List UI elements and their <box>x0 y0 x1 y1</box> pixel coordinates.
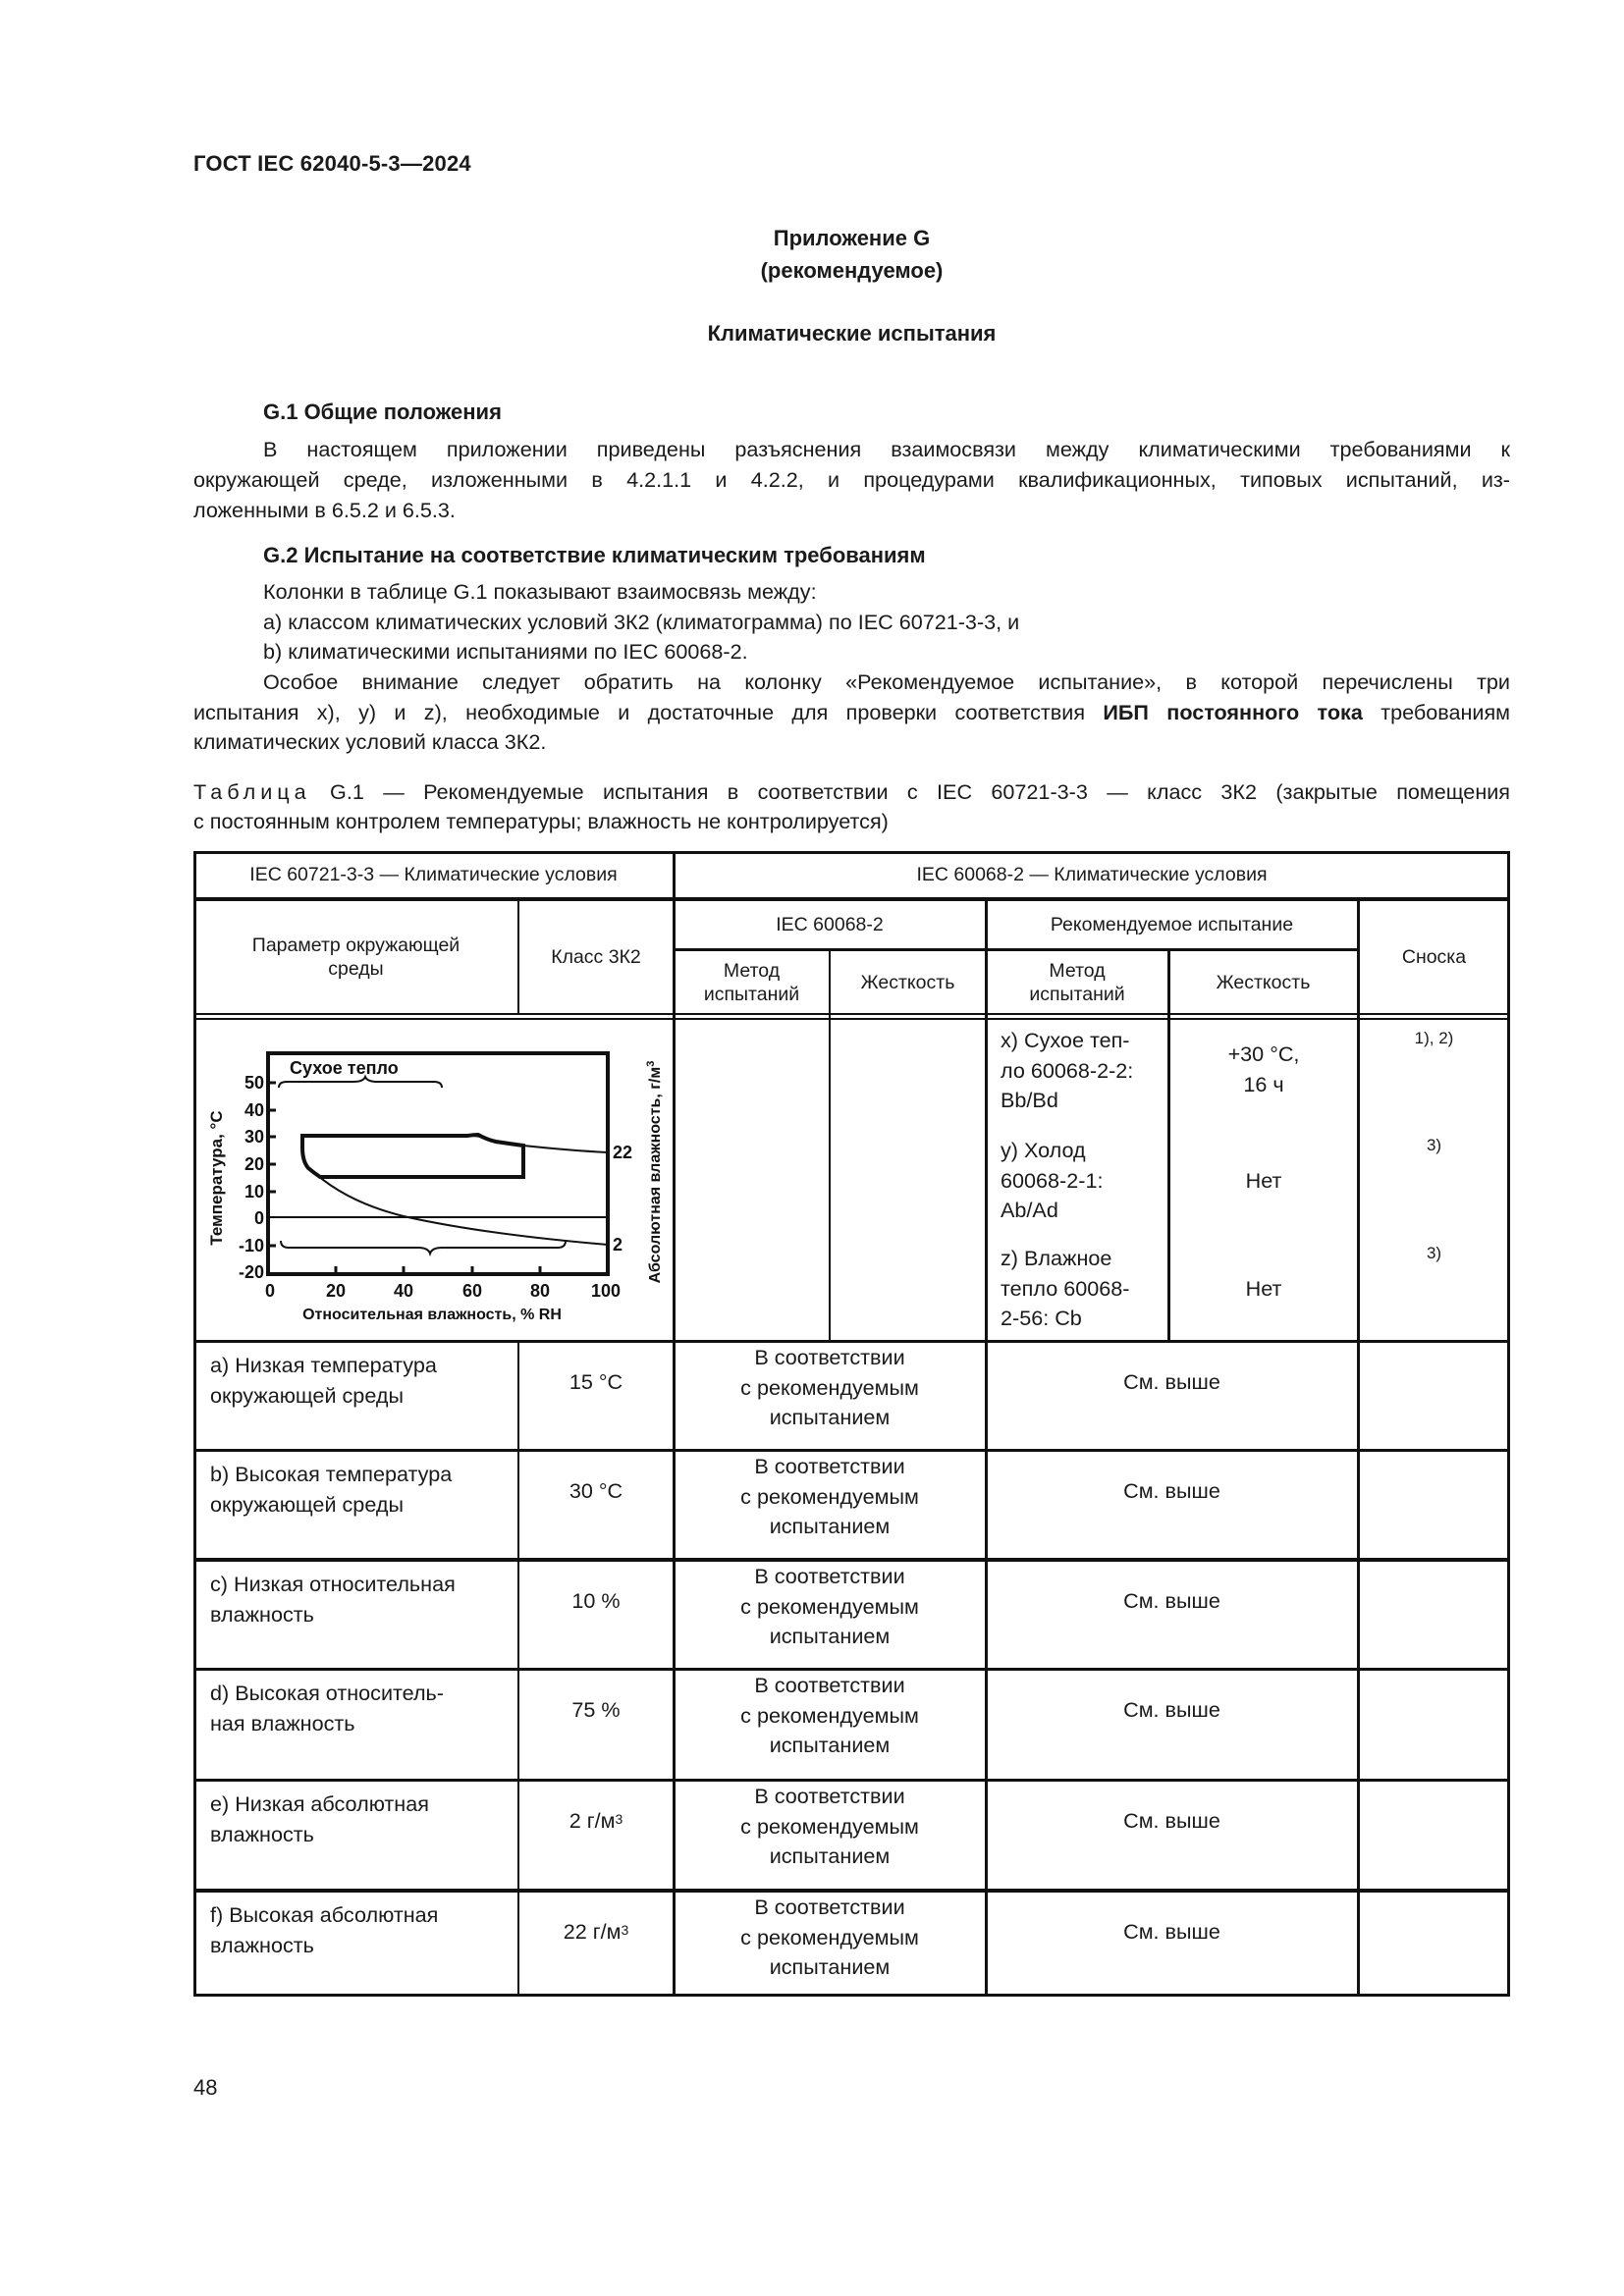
recommended-test-y-severity: Нет <box>1245 1168 1282 1193</box>
x-axis-label: Относительная влажность, % RH <box>302 1307 562 1323</box>
header-recommended: Рекомендуемое испытание <box>1050 914 1294 935</box>
svg-text:0: 0 <box>264 1281 276 1301</box>
text: Особое внимание следует обратить на колонку «Рекомендуемое испытание», в которой перечислены три <box>263 669 1510 694</box>
row-b-value <box>518 1452 674 1530</box>
svg-text:100: 100 <box>590 1281 622 1301</box>
svg-text:20: 20 <box>325 1281 347 1301</box>
text: c) Низкая относительная <box>210 1572 456 1596</box>
table-g1 <box>193 851 1510 1997</box>
section-g2-heading: G.2 Испытание на соответствие климатическим требованиям <box>263 543 926 567</box>
text: +30 °C, <box>1227 1041 1300 1066</box>
text: тепло 60068- <box>1001 1275 1130 1301</box>
row-c-recommended: См. выше <box>1123 1587 1220 1613</box>
recommended-test-x-method <box>1001 1026 1167 1116</box>
text: 10 % <box>571 1587 621 1613</box>
text: окружающей среды <box>210 1491 404 1517</box>
climatogram <box>196 1020 673 1340</box>
brace-dry-heat <box>279 1077 442 1088</box>
text: 2-56: Cb <box>1001 1306 1082 1331</box>
text: e) Низкая абсолютная <box>210 1791 429 1816</box>
x-tick-labels <box>265 1281 621 1301</box>
section-g2-note-line-2 <box>193 698 1510 728</box>
row-f-param <box>196 1893 518 1960</box>
text: В соответствии <box>754 1895 905 1919</box>
header-severity: Жесткость <box>860 971 955 993</box>
header-group-iec60721: IEC 60721-3-3 — Климатические условия <box>249 864 618 885</box>
header-method-recommended: Метод испытаний <box>1029 959 1125 1005</box>
caption-text: G.1 — Рекомендуемые испытания в соответствии с IEC 60721-3-3 — класс 3К2 (закрытые помещения <box>310 779 1510 804</box>
table-border-right <box>1507 851 1510 1997</box>
table-caption-line-1 <box>193 777 1510 807</box>
text: В соответствии <box>754 1454 905 1478</box>
text: с рекомендуемым <box>740 1374 919 1400</box>
section-g2-item-a: a) классом климатических условий 3К2 (климатограмма) по IEC 60721-3-3, и <box>263 610 1020 634</box>
text: y) Холод <box>1001 1138 1086 1162</box>
caption-label: Таблица <box>193 779 311 804</box>
text: влажность <box>210 1601 314 1627</box>
row-c-param <box>196 1562 518 1629</box>
text: Ab/Ad <box>1001 1198 1058 1223</box>
text: испытания x), y) и z), необходимые и достаточные для проверки соответствия <box>193 700 1104 724</box>
svg-text:40: 40 <box>244 1100 264 1120</box>
text: В настоящем приложении приведены разъяснения взаимосвязи между климатическими требованиями к <box>263 437 1510 461</box>
footnote-ref-z: 3) <box>1426 1244 1442 1262</box>
text: 22 г/м <box>563 1918 622 1944</box>
row-f-recommended: См. выше <box>1123 1918 1220 1944</box>
row-b-iec <box>674 1452 986 1542</box>
text: влажность <box>210 1821 314 1846</box>
row-a-iec <box>674 1343 986 1433</box>
text: требованиям <box>1362 700 1511 724</box>
text: В соответствии <box>754 1673 905 1697</box>
svg-text:0: 0 <box>253 1208 264 1228</box>
svg-text:10: 10 <box>244 1182 264 1201</box>
svg-text:40: 40 <box>393 1281 414 1301</box>
right-tick-2: 2 <box>613 1235 623 1255</box>
text: Bb/Bd <box>1001 1088 1058 1113</box>
recommended-test-x-severity <box>1170 1040 1357 1099</box>
section-g2-intro: Колонки в таблице G.1 показывают взаимосвязь между: <box>263 579 817 604</box>
row-e-iec <box>674 1782 986 1872</box>
recommended-test-y-method <box>1001 1136 1167 1226</box>
row-e-recommended: См. выше <box>1123 1807 1220 1833</box>
row-b-recommended: См. выше <box>1123 1477 1220 1503</box>
header-footnote: Сноска <box>1401 946 1467 968</box>
text: В соответствии <box>754 1784 905 1808</box>
text: d) Высокая относитель- <box>210 1681 444 1705</box>
text: влажность <box>210 1932 314 1957</box>
text: 30 °C <box>568 1477 623 1503</box>
text: с рекомендуемым <box>740 1593 919 1619</box>
row-b-param <box>196 1452 518 1520</box>
text: z) Влажное <box>1001 1246 1112 1270</box>
row-f-value: 22 г/м $^3$ <box>518 1893 674 1971</box>
y-axis-right-label: Абсолютная влажность, $г/м^3$ <box>645 1060 664 1284</box>
text: испытанием <box>769 1954 891 1980</box>
text: 60068-2-1: <box>1001 1167 1104 1193</box>
section-g2-note-line-1 <box>193 667 1510 698</box>
right-tick-22: 22 <box>613 1143 633 1162</box>
header-class: Класс 3К2 <box>551 946 641 968</box>
row-a-value <box>518 1343 674 1421</box>
svg-text:-10: -10 <box>238 1236 264 1255</box>
plot-frame <box>268 1053 608 1274</box>
row-e-value: 2 г/м $^3$ <box>518 1782 674 1860</box>
svg-text:80: 80 <box>529 1281 551 1301</box>
svg-text:20: 20 <box>244 1154 264 1174</box>
text: 75 % <box>571 1696 621 1722</box>
svg-text:-20: -20 <box>238 1262 264 1282</box>
section-g2-item-b: b) климатическими испытаниями по IEC 60068-2. <box>263 639 748 664</box>
svg-text:60: 60 <box>461 1281 483 1301</box>
annotation-dry-heat: Сухое тепло <box>290 1058 399 1078</box>
svg-text:30: 30 <box>244 1127 264 1147</box>
row-e-param <box>196 1782 518 1849</box>
row-a-recommended: См. выше <box>1123 1368 1220 1394</box>
appendix-name: Климатические испытания <box>707 321 997 346</box>
text: 2 г/м <box>568 1807 616 1833</box>
text: В соответствии <box>754 1345 905 1369</box>
text: испытанием <box>769 1405 891 1430</box>
section-g1-line-2: окружающей среде, изложенными в 4.2.1.1 и 4.2.2, и процедурами квалификационных, типовых испытаний, из- <box>193 467 1510 492</box>
appendix-title: Приложение G <box>773 226 931 250</box>
y-tick-labels <box>239 1073 264 1282</box>
row-c-iec <box>674 1562 986 1652</box>
footnote-ref-y: 3) <box>1426 1136 1442 1154</box>
row-c-value <box>518 1562 674 1640</box>
page-number: 48 <box>193 2075 218 2100</box>
text: с рекомендуемым <box>740 1813 919 1839</box>
text: 16 ч <box>1243 1071 1284 1096</box>
y-axis-label: Температура, °C <box>207 1110 226 1246</box>
text: ло 60068-2-2: <box>1001 1057 1134 1083</box>
header-iec60068-sub: IEC 60068-2 <box>776 914 884 935</box>
section-g1-heading: G.1 Общие положения <box>263 400 502 424</box>
section-g1-line-3: ложенными в 6.5.2 и 6.5.3. <box>193 498 456 522</box>
recommended-test-z-severity: Нет <box>1245 1276 1282 1301</box>
text: a) Низкая температура <box>210 1353 437 1377</box>
row-d-param <box>196 1671 518 1738</box>
text: испытанием <box>769 1624 891 1649</box>
header-method: Метод испытаний <box>703 959 800 1005</box>
row-d-value <box>518 1671 674 1749</box>
header-severity-recommended: Жесткость <box>1216 971 1311 993</box>
emphasis-ups-dc: ИБП постоянного тока <box>1103 700 1363 724</box>
row-a-param <box>196 1343 518 1411</box>
brace-cold <box>281 1241 566 1254</box>
row-d-iec <box>674 1671 986 1761</box>
text: В соответствии <box>754 1564 905 1588</box>
table-border-bottom <box>193 1994 1510 1997</box>
section-g2-note-line-3: климатических условий класса 3К2. <box>193 729 547 754</box>
svg-text:50: 50 <box>244 1073 264 1093</box>
class-3k2-boundary <box>302 1135 523 1177</box>
text: x) Сухое теп- <box>1001 1028 1130 1052</box>
recommended-test-z-method <box>1001 1244 1167 1334</box>
text: с рекомендуемым <box>740 1483 919 1509</box>
text: f) Высокая абсолютная <box>210 1902 439 1927</box>
text: испытанием <box>769 1733 891 1758</box>
climatogram-svg <box>196 1020 673 1340</box>
text: испытанием <box>769 1514 891 1539</box>
appendix-status: (рекомендуемое) <box>760 258 944 283</box>
header-param: Параметр окружающей среды <box>251 934 460 980</box>
table-caption-line-2: с постоянным контролем температуры; влажность не контролируется) <box>193 809 889 833</box>
header-group-iec60068: IEC 60068-2 — Климатические условия <box>916 864 1268 885</box>
text: b) Высокая температура <box>210 1462 453 1486</box>
document-code: ГОСТ IEC 62040-5-3—2024 <box>193 151 471 176</box>
section-g1-line-1 <box>193 435 1510 465</box>
footnote-ref-x: 1), 2) <box>1414 1029 1454 1047</box>
row-d-recommended: См. выше <box>1123 1696 1220 1722</box>
text: окружающей среды <box>210 1382 404 1408</box>
text: ная влажность <box>210 1710 355 1735</box>
text: 15 °C <box>568 1368 623 1394</box>
row-f-iec <box>674 1893 986 1983</box>
text: испытанием <box>769 1843 891 1869</box>
abs-humidity-22-curve <box>467 1136 608 1152</box>
text: с рекомендуемым <box>740 1702 919 1728</box>
text: с рекомендуемым <box>740 1924 919 1949</box>
